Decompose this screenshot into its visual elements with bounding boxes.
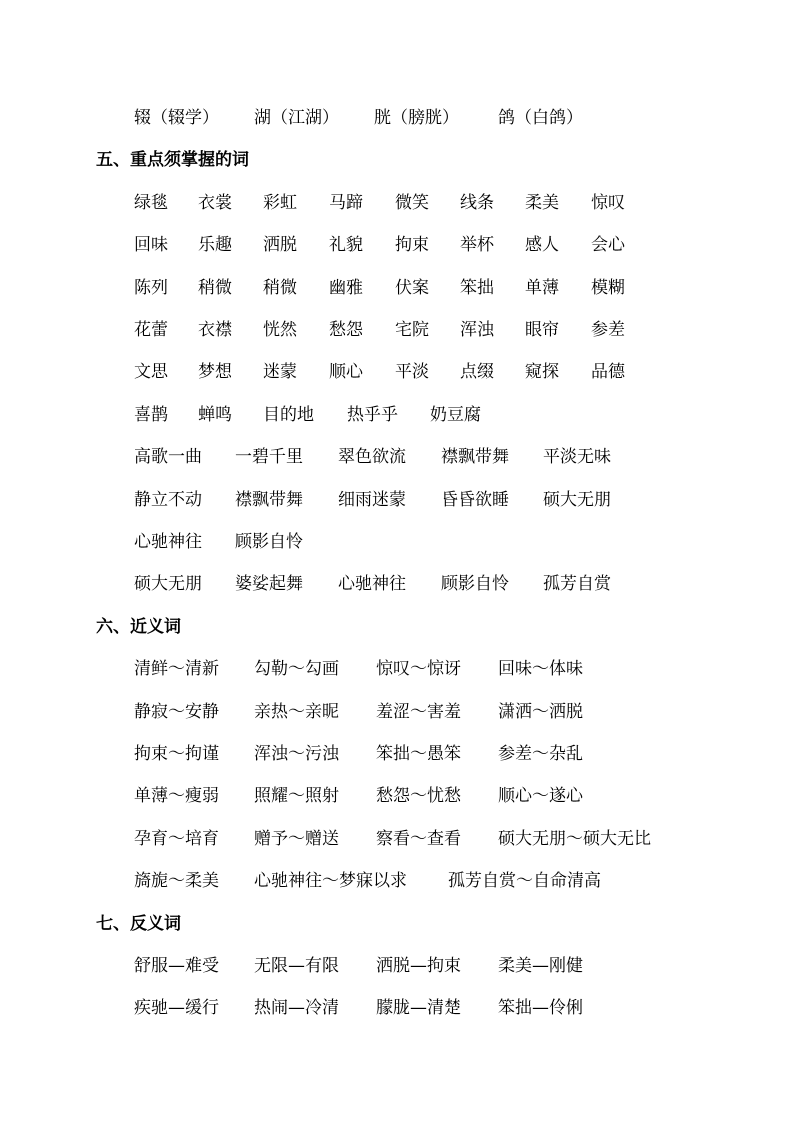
word-item: 襟飘带舞 — [235, 490, 303, 510]
word-item: 湖（江湖） — [254, 108, 339, 128]
word-item: 顾影自怜 — [441, 574, 509, 594]
word-item: 喜鹊 — [134, 405, 168, 425]
word-item: 心驰神往～梦寐以求 — [254, 871, 407, 891]
word-item: 平淡无味 — [543, 447, 611, 467]
word-item: 洒脱 — [263, 235, 297, 255]
word-item: 静立不动 — [134, 490, 202, 510]
word-item: 回味 — [134, 235, 168, 255]
word-item: 察看～查看 — [376, 829, 461, 849]
word-item: 舒服—难受 — [134, 956, 219, 976]
word-item: 柔美—刚健 — [498, 956, 583, 976]
word-item: 稍微 — [263, 278, 297, 298]
word-item: 恍然 — [263, 320, 297, 340]
word-item: 乐趣 — [198, 235, 232, 255]
word-item: 笨拙～愚笨 — [376, 744, 461, 764]
word-item: 品德 — [591, 362, 625, 382]
word-item: 硕大无朋 — [543, 490, 611, 510]
section-heading: 六、近义词 — [96, 617, 181, 637]
word-item: 宅院 — [395, 320, 429, 340]
word-item: 顺心 — [329, 362, 363, 382]
word-item: 拘束～拘谨 — [134, 744, 219, 764]
word-item: 照耀～照射 — [254, 786, 339, 806]
word-item: 马蹄 — [329, 193, 363, 213]
word-item: 浑浊～污浊 — [254, 744, 339, 764]
word-item: 衣襟 — [198, 320, 232, 340]
word-item: 参差～杂乱 — [498, 744, 583, 764]
word-item: 迷蒙 — [263, 362, 297, 382]
word-item: 伏案 — [395, 278, 429, 298]
word-item: 孤芳自赏 — [543, 574, 611, 594]
word-item: 花蕾 — [134, 320, 168, 340]
word-item: 无限—有限 — [254, 956, 339, 976]
word-item: 浑浊 — [460, 320, 494, 340]
word-item: 惊叹～惊讶 — [376, 659, 461, 679]
word-item: 举杯 — [460, 235, 494, 255]
word-item: 潇洒～洒脱 — [498, 702, 583, 722]
word-item: 静寂～安静 — [134, 702, 219, 722]
word-item: 勾勒～勾画 — [254, 659, 339, 679]
word-item: 柔美 — [525, 193, 559, 213]
word-item: 心驰神往 — [338, 574, 406, 594]
word-item: 高歌一曲 — [134, 447, 202, 467]
word-item: 回味～体味 — [498, 659, 583, 679]
word-item: 点缀 — [460, 362, 494, 382]
word-item: 窥探 — [525, 362, 559, 382]
word-item: 梦想 — [198, 362, 232, 382]
word-item: 幽雅 — [329, 278, 363, 298]
word-item: 疾驰—缓行 — [134, 998, 219, 1018]
word-item: 旖旎～柔美 — [134, 871, 219, 891]
word-item: 热乎乎 — [347, 405, 398, 425]
word-item: 微笑 — [395, 193, 429, 213]
word-item: 羞涩～害羞 — [376, 702, 461, 722]
word-item: 模糊 — [591, 278, 625, 298]
word-item: 愁怨 — [329, 320, 363, 340]
word-item: 鸽（白鸽） — [498, 108, 583, 128]
word-item: 绿毯 — [134, 193, 168, 213]
word-item: 惊叹 — [591, 193, 625, 213]
word-item: 硕大无朋 — [134, 574, 202, 594]
word-item: 顺心～遂心 — [498, 786, 583, 806]
word-item: 昏昏欲睡 — [441, 490, 509, 510]
section-heading: 五、重点须掌握的词 — [96, 150, 249, 170]
word-item: 礼貌 — [329, 235, 363, 255]
word-item: 笨拙 — [460, 278, 494, 298]
word-item: 会心 — [591, 235, 625, 255]
word-item: 细雨迷蒙 — [338, 490, 406, 510]
word-item: 笨拙—伶俐 — [498, 998, 583, 1018]
word-item: 孕育～培育 — [134, 829, 219, 849]
word-item: 心驰神往 — [134, 532, 202, 552]
word-item: 稍微 — [198, 278, 232, 298]
word-item: 文思 — [134, 362, 168, 382]
word-item: 清鲜～清新 — [134, 659, 219, 679]
word-item: 胱（膀胱） — [374, 108, 459, 128]
section-heading: 七、反义词 — [96, 914, 181, 934]
word-item: 愁怨～忧愁 — [376, 786, 461, 806]
word-item: 彩虹 — [263, 193, 297, 213]
word-item: 硕大无朋～硕大无比 — [498, 829, 651, 849]
word-item: 孤芳自赏～自命清高 — [448, 871, 601, 891]
word-item: 热闹—冷清 — [254, 998, 339, 1018]
word-item: 眼帘 — [525, 320, 559, 340]
word-item: 婆娑起舞 — [235, 574, 303, 594]
word-item: 平淡 — [395, 362, 429, 382]
word-item: 顾影自怜 — [235, 532, 303, 552]
word-item: 一碧千里 — [235, 447, 303, 467]
word-item: 翠色欲流 — [338, 447, 406, 467]
word-item: 参差 — [591, 320, 625, 340]
word-item: 蝉鸣 — [198, 405, 232, 425]
word-item: 线条 — [460, 193, 494, 213]
word-item: 单薄 — [525, 278, 559, 298]
word-item: 亲热～亲昵 — [254, 702, 339, 722]
word-item: 目的地 — [263, 405, 314, 425]
word-item: 陈列 — [134, 278, 168, 298]
word-item: 辍（辍学） — [134, 108, 219, 128]
word-item: 洒脱—拘束 — [376, 956, 461, 976]
word-item: 襟飘带舞 — [441, 447, 509, 467]
word-item: 朦胧—清楚 — [376, 998, 461, 1018]
word-item: 奶豆腐 — [430, 405, 481, 425]
word-item: 感人 — [525, 235, 559, 255]
word-item: 赠予～赠送 — [254, 829, 339, 849]
word-item: 拘束 — [395, 235, 429, 255]
word-item: 衣裳 — [198, 193, 232, 213]
word-item: 单薄～瘦弱 — [134, 786, 219, 806]
